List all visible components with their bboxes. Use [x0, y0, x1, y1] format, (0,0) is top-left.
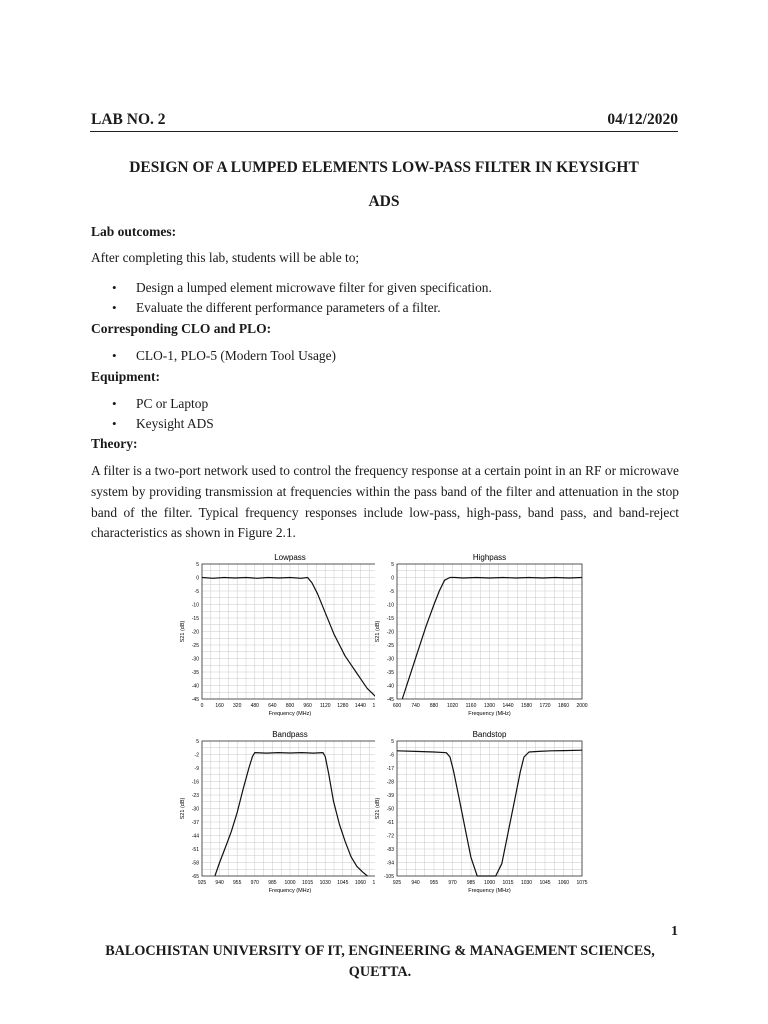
chart-title: Bandstop — [472, 730, 507, 739]
outcomes-list — [136, 278, 492, 318]
x-tick-label: 940 — [215, 880, 224, 886]
y-tick-label: -40 — [191, 683, 199, 690]
y-tick-label: -30 — [386, 656, 394, 663]
y-axis-label: S21 (dB) — [375, 620, 381, 643]
x-tick-label: 1860 — [557, 703, 570, 709]
y-tick-label: -44 — [191, 833, 199, 840]
x-tick-label: 985 — [466, 880, 476, 886]
x-tick-label: 640 — [268, 703, 277, 709]
x-tick-label: 1045 — [337, 880, 349, 886]
x-tick-label: 1120 — [319, 703, 331, 709]
theory-text: A filter is a two-port network used to control the frequency response at a certain point in an RF or microwave system by providing transmission at frequencies within the pass band of the filter and attenuation in the stop band of the filter. Typical frequency responses include low-pass, high-pass, band pass, and band-reject characteristics as shown in Figure 2.1. — [91, 463, 679, 541]
chart-lowpass — [180, 551, 386, 723]
y-tick-label: -20 — [386, 629, 394, 636]
y-tick-label: -16 — [191, 779, 199, 786]
y-tick-label: 0 — [391, 575, 394, 582]
lab-number: LAB NO. 2 — [91, 111, 166, 128]
x-tick-label: 740 — [411, 703, 420, 709]
x-tick-label: 1300 — [483, 703, 496, 709]
y-tick-label: -17 — [386, 765, 394, 772]
y-tick-label: 5 — [196, 738, 199, 745]
x-tick-label: 1015 — [302, 880, 314, 886]
y-tick-label: -9 — [194, 765, 199, 772]
y-axis-label: S21 (dB) — [180, 797, 186, 820]
x-tick-label: 800 — [285, 703, 295, 709]
x-tick-label: 955 — [429, 880, 439, 886]
x-tick-label: 925 — [392, 880, 402, 886]
y-tick-label: -65 — [191, 873, 199, 880]
y-tick-label: -28 — [386, 779, 394, 786]
x-tick-label: 1160 — [465, 703, 477, 709]
chart-title: Highpass — [472, 553, 507, 562]
y-tick-label: -45 — [386, 696, 394, 703]
x-tick-label: 1000 — [284, 880, 296, 886]
x-tick-label: 1580 — [520, 703, 533, 709]
y-tick-label: 5 — [196, 561, 199, 568]
y-tick-label: -2 — [194, 752, 199, 759]
x-tick-label: 1075 — [576, 880, 588, 886]
page-title — [80, 151, 688, 219]
x-tick-label: 960 — [303, 703, 312, 709]
y-tick-label: -72 — [386, 833, 394, 840]
equipment-heading: Equipment: — [91, 369, 161, 384]
page-number: 1 — [671, 924, 678, 939]
x-tick-label: 320 — [233, 703, 242, 709]
equipment-list — [136, 394, 214, 434]
x-tick-label: 480 — [250, 703, 259, 709]
y-tick-label: -35 — [386, 669, 394, 676]
x-tick-label: 1045 — [539, 880, 551, 886]
chart-highpass — [375, 551, 590, 723]
y-tick-label: -6 — [389, 752, 394, 759]
y-tick-label: -37 — [191, 819, 199, 826]
x-tick-label: 1060 — [557, 880, 570, 886]
x-tick-label: 2000 — [576, 703, 588, 709]
y-tick-label: -39 — [386, 792, 394, 799]
y-tick-label: -50 — [386, 806, 394, 813]
x-axis-label: Frequency (MHz) — [268, 888, 312, 894]
x-tick-label: 1060 — [354, 880, 366, 886]
x-tick-label: 1030 — [520, 880, 533, 886]
y-tick-label: -20 — [191, 629, 199, 636]
y-tick-label: -45 — [191, 696, 199, 703]
y-tick-label: -5 — [194, 588, 199, 595]
x-tick-label: 1440 — [502, 703, 514, 709]
y-axis-label: S21 (dB) — [180, 620, 186, 643]
x-tick-label: 1720 — [539, 703, 551, 709]
y-axis-label: S21 (dB) — [375, 797, 381, 820]
clo-list — [136, 346, 336, 366]
y-tick-label: -25 — [191, 642, 199, 649]
x-tick-label: 1000 — [483, 880, 496, 886]
chart-bandstop — [375, 728, 590, 900]
y-tick-label: -15 — [386, 615, 394, 622]
header-rule — [90, 131, 678, 132]
y-tick-label: -23 — [191, 792, 199, 799]
y-tick-label: -35 — [191, 669, 199, 676]
x-tick-label: 940 — [411, 880, 420, 886]
x-tick-label: 1600 — [372, 703, 384, 709]
x-tick-label: 1020 — [446, 703, 459, 709]
y-tick-label: -5 — [389, 588, 394, 595]
x-tick-label: 160 — [215, 703, 224, 709]
list-item: • Evaluate the different performance parameters of a filter. — [136, 298, 492, 318]
lab-date: 04/12/2020 — [607, 111, 678, 128]
x-tick-label: 955 — [233, 880, 242, 886]
chart-title: Bandpass — [272, 730, 308, 739]
x-tick-label: 880 — [429, 703, 439, 709]
x-tick-label: 1015 — [502, 880, 514, 886]
x-tick-label: 1440 — [354, 703, 366, 709]
y-tick-label: 5 — [391, 561, 394, 568]
series-line — [215, 753, 368, 876]
footer-line-1: BALOCHISTAN UNIVERSITY OF IT, ENGINEERING & MANAGEMENT SCIENCES, — [105, 943, 655, 959]
y-tick-label: 5 — [391, 738, 394, 745]
x-axis-label: Frequency (MHz) — [468, 711, 511, 717]
x-axis-label: Frequency (MHz) — [468, 888, 511, 894]
y-tick-label: -105 — [383, 873, 394, 880]
y-tick-label: -94 — [386, 860, 394, 867]
theory-heading: Theory: — [91, 436, 138, 451]
outcomes-heading: Lab outcomes: — [91, 224, 177, 239]
x-tick-label: 1075 — [372, 880, 384, 886]
title-line-2: ADS — [368, 193, 400, 210]
x-tick-label: 1280 — [337, 703, 349, 709]
x-tick-label: 0 — [200, 703, 204, 709]
x-tick-label: 970 — [448, 880, 457, 886]
y-tick-label: -83 — [386, 846, 394, 853]
y-tick-label: -25 — [386, 642, 394, 649]
y-tick-label: -15 — [191, 615, 199, 622]
y-tick-label: 0 — [196, 575, 199, 582]
x-tick-label: 925 — [197, 880, 207, 886]
y-tick-label: -58 — [191, 860, 199, 867]
title-line-1: DESIGN OF A LUMPED ELEMENTS LOW-PASS FILTER IN KEYSIGHT — [129, 159, 639, 176]
outcomes-intro: After completing this lab, students will be able to; — [91, 250, 360, 265]
clo-heading: Corresponding CLO and PLO: — [91, 321, 272, 336]
x-tick-label: 985 — [268, 880, 277, 886]
y-tick-label: -51 — [191, 846, 199, 853]
list-item: • PC or Laptop — [136, 394, 214, 414]
x-axis-label: Frequency (MHz) — [268, 711, 312, 717]
footer — [80, 941, 680, 983]
y-tick-label: -10 — [191, 602, 199, 609]
chart-title: Lowpass — [274, 553, 306, 562]
chart-bandpass — [180, 728, 386, 900]
y-tick-label: -30 — [191, 806, 199, 813]
x-tick-label: 970 — [250, 880, 259, 886]
footer-line-2: QUETTA. — [348, 964, 412, 980]
x-tick-label: 1030 — [319, 880, 331, 886]
y-tick-label: -10 — [386, 602, 394, 609]
x-tick-label: 600 — [392, 703, 402, 709]
list-item: • Design a lumped element microwave filter for given specification. — [136, 278, 492, 298]
y-tick-label: -61 — [386, 819, 394, 826]
list-item: • CLO-1, PLO-5 (Modern Tool Usage) — [136, 346, 336, 366]
y-tick-label: -40 — [386, 683, 394, 690]
list-item: • Keysight ADS — [136, 414, 214, 434]
y-tick-label: -30 — [191, 656, 199, 663]
